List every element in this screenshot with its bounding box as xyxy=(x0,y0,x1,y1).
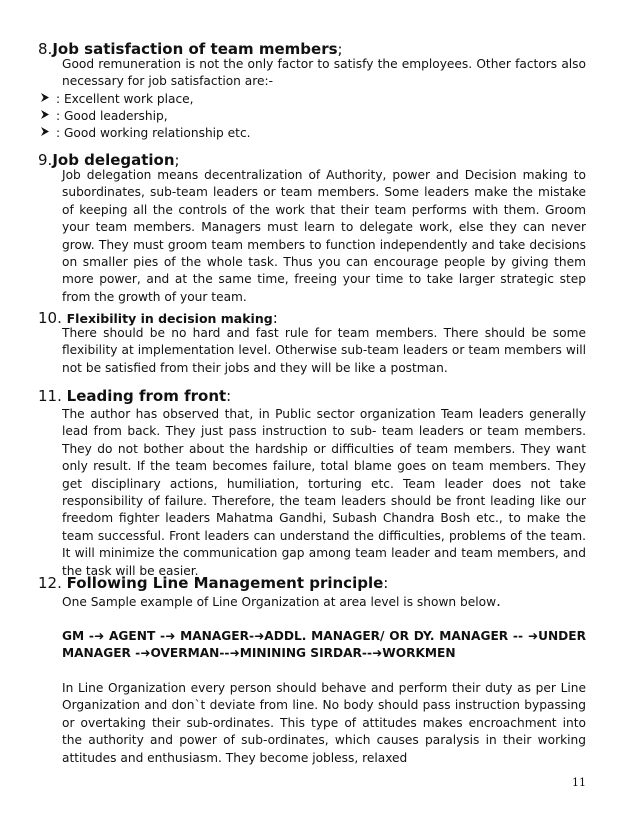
bullet-item xyxy=(40,108,168,125)
line-organization-flow xyxy=(62,628,586,663)
bullet-text: : Good leadership, xyxy=(56,109,168,123)
flow-addl: ADDL. MANAGER/ OR DY. MANAGER -- xyxy=(264,629,524,643)
flow-arrow-icon: ➜ xyxy=(254,629,265,643)
section-10-title: Flexibility in decision making xyxy=(66,311,273,326)
flow-gm: GM - xyxy=(62,629,94,643)
arrow-bullet-icon xyxy=(40,108,56,125)
section-12-body: In Line Organization every person should behave and perform their duty as per Line Organization and don`t deviate from line. No body should pass instruction bypassing or overtaking their sub-ordinates. This type of attitudes makes encroachment into the authority and power of sub-ordinates, which causes paralysis in their working attitudes and enthusiasm. They become jobless, relaxed xyxy=(62,681,586,765)
section-8-punct: ; xyxy=(337,40,343,58)
section-11-punct: : xyxy=(226,387,232,405)
flow-agent: AGENT - xyxy=(104,629,166,643)
arrow-bullet-icon xyxy=(40,91,56,108)
section-12-heading xyxy=(38,574,388,592)
section-12-intro xyxy=(62,593,586,611)
flow-workmen: WORKMEN xyxy=(382,646,456,661)
section-11-body: The author has observed that, in Public sector organization Team leaders generally lead from back. They just pass instruction to sub- team leaders or team members. They do not bother about the hardship or difficulties of team members. They want only result. If the team becomes failure, total blame goes on team members. They get disciplinary actions, humiliation, torturing etc. Team leader does not take responsibility of failure. Therefore, the team leaders should be front leading like our freedom fighter leaders Mahatma Gandhi, Subash Chandra Bosh etc., to make the team successful. Front leaders can understand the difficulties, problems of the team. It will minimize the communication gap among team leader and team members, and the task will be easier. xyxy=(62,407,586,578)
section-8-number: 8. xyxy=(38,40,53,58)
section-10-body: There should be no hard and fast rule for team members. There should be some flexibility at implementation level. Otherwise sub-team leaders or team members will not be satisfied from their jobs and they will be like a postman. xyxy=(62,326,586,375)
bullet-text: : Excellent work place, xyxy=(56,92,194,106)
section-9-punct: ; xyxy=(174,151,180,169)
section-11-heading xyxy=(38,387,231,405)
flow-arrow-icon: ➜ xyxy=(140,646,151,661)
flow-arrow-icon: ➜ xyxy=(229,646,240,661)
section-9-title: Job delegation xyxy=(52,151,175,169)
section-10-punct: : xyxy=(272,309,278,327)
flow-arrow-icon: ➜ xyxy=(372,646,383,661)
section-8-intro: Good remuneration is not the only factor to satisfy the employees. Other factors also necessary for job satisfaction are:- xyxy=(62,57,586,89)
bullet-item xyxy=(40,91,194,108)
flow-under: UNDER MANAGER - xyxy=(62,629,586,661)
section-11-number: 11. xyxy=(38,387,62,405)
section-12-punct: : xyxy=(383,574,389,592)
section-12-intro-end: . xyxy=(496,592,501,610)
section-11-title: Leading from front xyxy=(66,387,227,405)
section-8-title: Job satisfaction of team members xyxy=(52,40,338,58)
section-10-number: 10. xyxy=(38,309,62,327)
flow-arrow-icon: ➜ xyxy=(527,629,539,643)
flow-arrow-icon: ➜ xyxy=(93,629,105,643)
arrow-bullet-icon xyxy=(40,125,56,142)
page-number: 11 xyxy=(572,776,586,789)
bullet-item xyxy=(40,125,251,142)
flow-sirdar: MININING SIRDAR-- xyxy=(239,646,373,661)
section-12-number: 12. xyxy=(38,574,62,592)
section-9-number: 9. xyxy=(38,151,53,169)
section-12-intro-text: One Sample example of Line Organization at area level is shown below xyxy=(62,595,497,609)
flow-overman: OVERMAN-- xyxy=(150,646,230,661)
section-12-title: Following Line Management principle xyxy=(66,574,384,592)
section-9-body: Job delegation means decentralization of Authority, power and Decision making to subordinates, sub-team leaders or team members. Some leaders make the mistake of keeping all the controls of the work that their team performs with them. Groom your team members. Managers must learn to delegate work, else they can never grow. They must groom team members to function independently and take decisions on smaller pies of the whole task. Thus you can encourage people by giving them more power, and at the same time, freeing your time to take larger strategic step from the growth of your team. xyxy=(62,168,586,304)
flow-arrow-icon: ➜ xyxy=(165,629,176,643)
flow-manager: MANAGER- xyxy=(175,629,255,643)
bullet-text: : Good working relationship etc. xyxy=(56,126,251,140)
